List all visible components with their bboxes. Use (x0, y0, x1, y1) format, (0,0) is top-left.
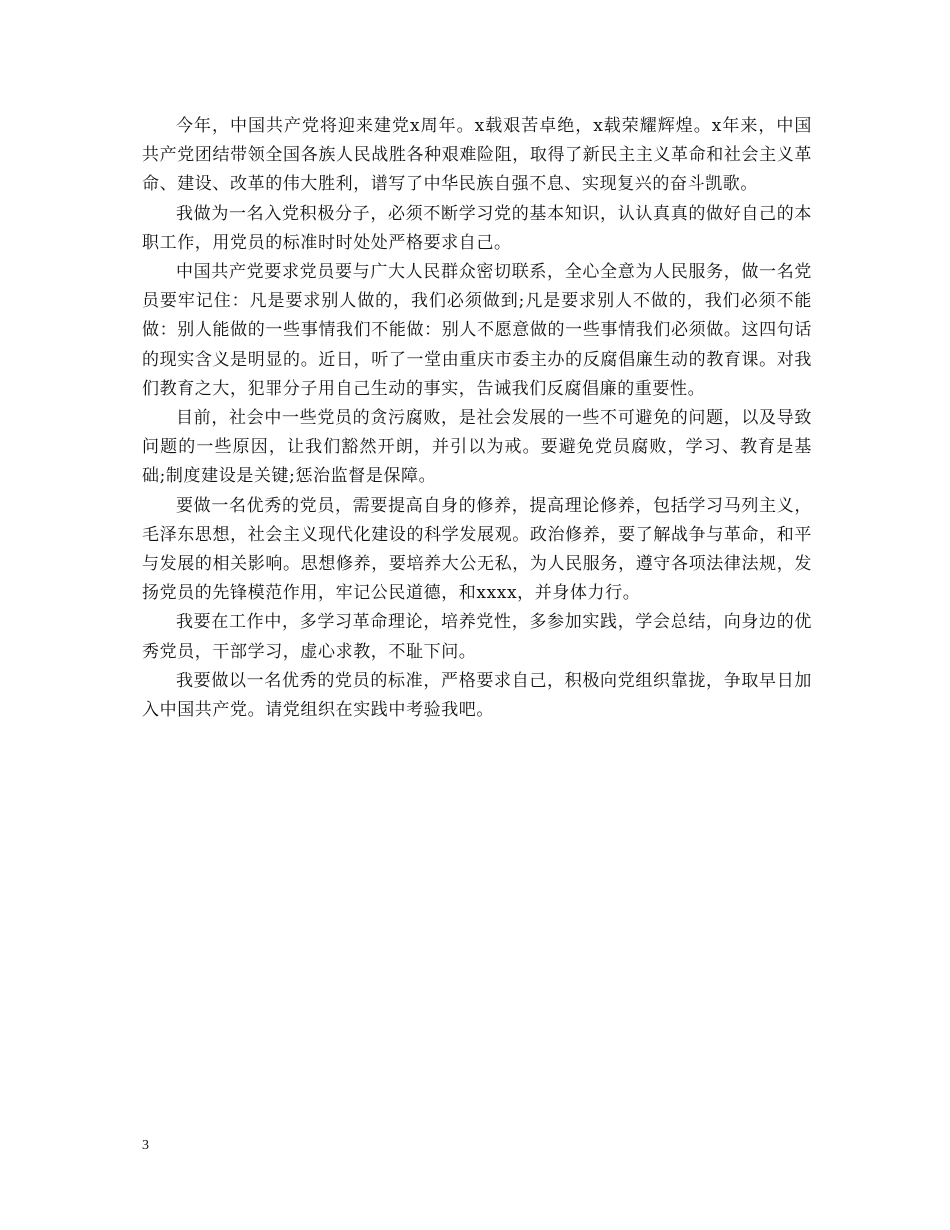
paragraph-2: 我做为一名入党积极分子，必须不断学习党的基本知识，认认真真的做好自己的本职工作，用党员的标准时时处处严格要求自己。 (142, 203, 812, 253)
page-number: 3 (142, 1138, 149, 1153)
document-body (142, 112, 812, 725)
paragraph-6: 我要在工作中，多学习革命理论，培养党性，多参加实践，学会总结，向身边的优秀党员，干部学习，虚心求教，不耻下问。 (142, 612, 812, 662)
paragraph-5: 要做一名优秀的党员，需要提高自身的修养，提高理论修养，包括学习马列主义，毛泽东思想，社会主义现代化建设的科学发展观。政治修养，要了解战争与革命，和平与发展的相关影响。思想修养，要培养大公无私，为人民服务，遵守各项法律法规，发扬党员的先锋模范作用，牢记公民道德，和xxxx，并身体力行。 (142, 495, 812, 604)
paragraph-3: 中国共产党要求党员要与广大人民群众密切联系，全心全意为人民服务，做一名党员要牢记住：凡是要求别人做的，我们必须做到;凡是要求别人不做的，我们必须不能做：别人能做的一些事情我们不能做：别人不愿意做的一些事情我们必须做。这四句话的现实含义是明显的。近日，听了一堂由重庆市委主办的反腐倡廉生动的教育课。对我们教育之大，犯罪分子用自己生动的事实，告诫我们反腐倡廉的重要性。 (142, 262, 812, 399)
paragraph-4: 目前，社会中一些党员的贪污腐败，是社会发展的一些不可避免的问题，以及导致问题的一些原因，让我们豁然开朗，并引以为戒。要避免党员腐败，学习、教育是基础;制度建设是关键;惩治监督是保障。 (142, 408, 812, 487)
paragraph-1: 今年，中国共产党将迎来建党x周年。x载艰苦卓绝，x载荣耀辉煌。x年来，中国共产党团结带领全国各族人民战胜各种艰难险阻，取得了新民主主义革命和社会主义革命、建设、改革的伟大胜利，谱写了中华民族自强不息、实现复兴的奋斗凯歌。 (142, 116, 812, 195)
paragraph-7: 我要做以一名优秀的党员的标准，严格要求自己，积极向党组织靠拢，争取早日加入中国共产党。请党组织在实践中考验我吧。 (142, 670, 812, 721)
